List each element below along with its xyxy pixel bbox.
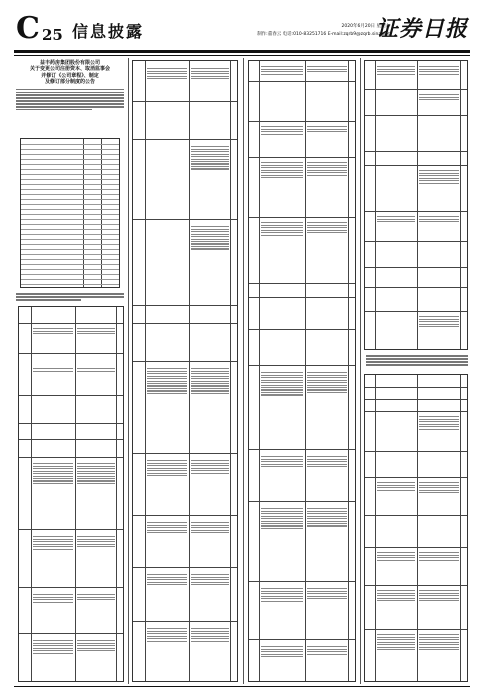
- table-row-line: [21, 209, 119, 210]
- table-row-line: [21, 164, 119, 165]
- column-3: [246, 58, 358, 684]
- column-separator: [360, 58, 361, 684]
- table-row-line: [21, 244, 119, 245]
- table-row-line: [21, 174, 119, 175]
- articles-comparison-table-cont: [364, 60, 468, 350]
- footer-rule: [14, 686, 470, 687]
- issue-date: 2020年6月20日 星期六: [341, 24, 390, 29]
- articles-comparison-table-cont: [248, 60, 356, 682]
- table-row-line: [21, 169, 119, 170]
- headline-line-2: 关于变更公司注册资本、取消监事会: [29, 66, 110, 73]
- table-row-line: [21, 279, 119, 280]
- headline-company: 益丰药房集团股份有限公司: [39, 60, 100, 66]
- table-row-line: [21, 224, 119, 225]
- table-row-line: [21, 179, 119, 180]
- editor-contact: 制作:董春云 电话:010-83251716 E-mail:zqrb9@zqrb.sina.net: [257, 32, 390, 37]
- header-rule: [14, 50, 470, 53]
- rules-table: [364, 374, 468, 682]
- column-separator: [128, 58, 129, 684]
- table-row-line: [21, 184, 119, 185]
- table-row-line: [21, 219, 119, 220]
- table-row-line: [21, 274, 119, 275]
- table-row-line: [21, 214, 119, 215]
- column-separator: [243, 58, 244, 684]
- newspaper-logo: 证券日报: [375, 16, 468, 42]
- table-row-line: [21, 234, 119, 235]
- table-row-line: [21, 229, 119, 230]
- table-row-line: [21, 154, 119, 155]
- section-title: 信息披露: [72, 22, 145, 41]
- column-4: [362, 58, 470, 684]
- table-row-line: [21, 204, 119, 205]
- masthead: [14, 11, 470, 50]
- article-body: [366, 354, 468, 367]
- table-row-line: [21, 194, 119, 195]
- table-row-line: [21, 189, 119, 190]
- table-row-line: [21, 159, 119, 160]
- table-row-line: [21, 239, 119, 240]
- header-rule-thin: [14, 55, 470, 56]
- capital-table: [20, 138, 120, 288]
- column-1: [14, 58, 126, 684]
- articles-comparison-table: [18, 306, 124, 682]
- headline-line-4: 及修订部分制度的公告: [44, 79, 95, 86]
- column-2: [130, 58, 240, 684]
- table-row-line: [21, 259, 119, 260]
- article-headline: [14, 60, 126, 86]
- section-number: 25: [42, 26, 63, 44]
- articles-comparison-table-cont: [132, 60, 238, 682]
- table-row-line: [21, 284, 119, 285]
- section-letter: C: [16, 11, 40, 46]
- article-intro: [14, 89, 126, 111]
- table-row-line: [21, 264, 119, 265]
- table-row-line: [21, 254, 119, 255]
- table-row-line: [21, 149, 119, 150]
- article-body: [16, 292, 124, 302]
- headline-line-3: 并修订《公司章程》、制定: [41, 72, 99, 79]
- table-row-line: [21, 144, 119, 145]
- table-row-line: [21, 269, 119, 270]
- table-row-line: [21, 199, 119, 200]
- table-row-line: [21, 249, 119, 250]
